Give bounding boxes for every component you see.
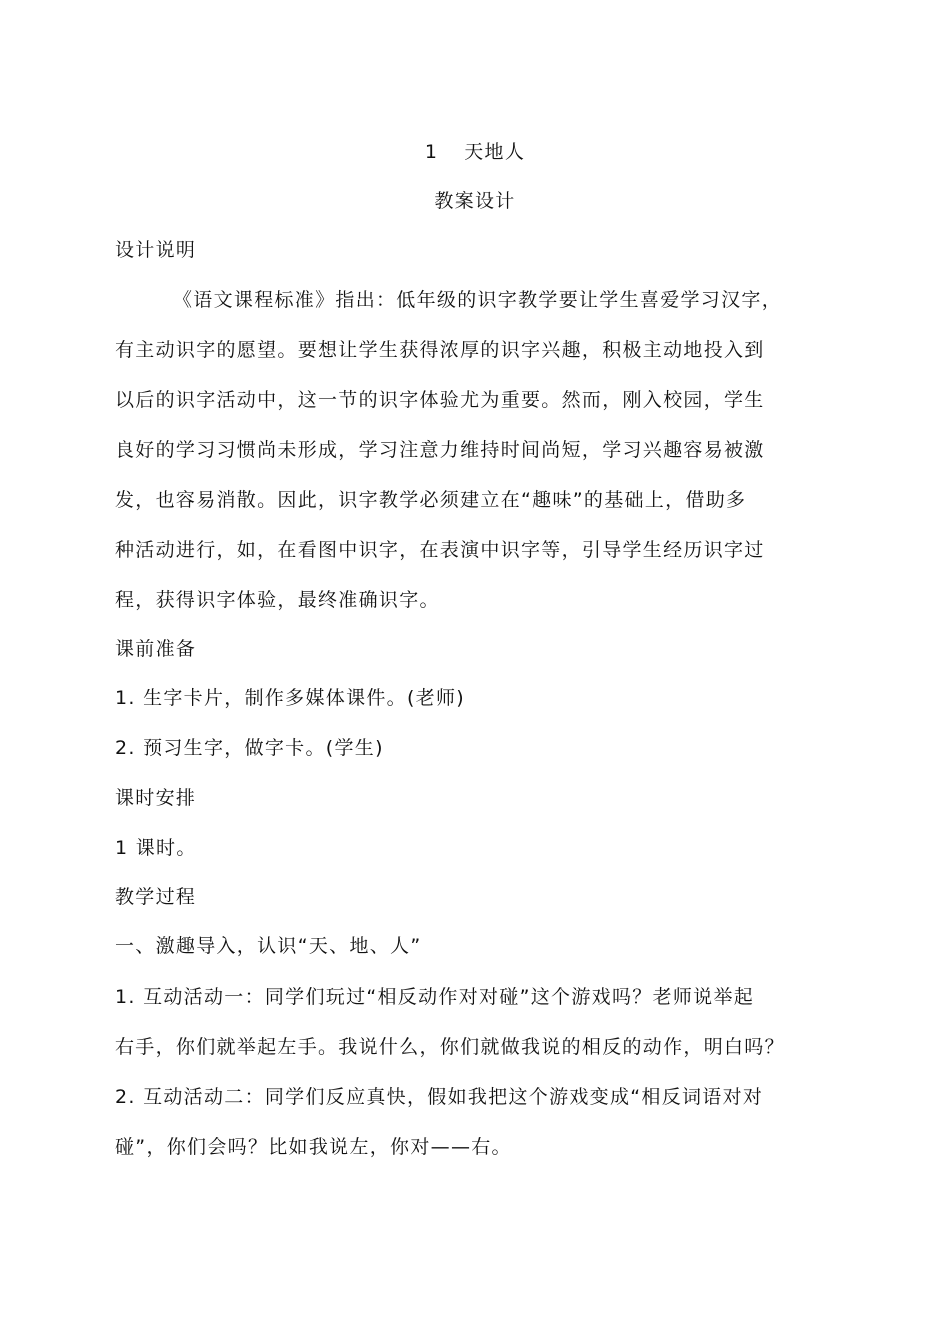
lesson-title-text: 天地人 (464, 141, 526, 163)
process-line: 右手，你们就举起左手。我说什么，你们就做我说的相反的动作，明白吗？ (115, 1036, 785, 1058)
schedule-text: 1 课时。 (115, 837, 197, 859)
subtitle: 教案设计 (434, 190, 516, 212)
design-heading: 设计说明 (115, 239, 197, 261)
schedule-heading: 课时安排 (115, 787, 197, 809)
lesson-title (0, 140, 950, 164)
design-para-line: 种活动进行，如，在看图中识字，在表演中识字等，引导学生经历识字过 (115, 539, 765, 561)
process-line: 碰”，你们会吗？比如我说左，你对——右。 (115, 1136, 512, 1158)
design-para-line: 以后的识字活动中，这一节的识字体验尤为重要。然而，刚入校园，学生 (115, 389, 765, 411)
design-para-line: 有主动识字的愿望。要想让学生获得浓厚的识字兴趣，积极主动地投入到 (115, 339, 765, 361)
design-para-line: 发，也容易消散。因此，识字教学必须建立在“趣味”的基础上，借助多 (115, 489, 747, 511)
process-line: 1. 互动活动一：同学们玩过“相反动作对对碰”这个游戏吗？老师说举起 (115, 986, 755, 1008)
prep-item: 2. 预习生字，做字卡。(学生) (115, 737, 384, 759)
prep-item: 1. 生字卡片，制作多媒体课件。(老师) (115, 687, 465, 709)
design-para-line: 程，获得识字体验，最终准确识字。 (115, 589, 440, 611)
prep-heading: 课前准备 (115, 638, 197, 660)
process-step-heading: 一、激趣导入，认识“天、地、人” (115, 935, 422, 957)
design-para-line: 良好的学习习惯尚未形成，学习注意力维持时间尚短，学习兴趣容易被激 (115, 439, 765, 461)
lesson-number: 1 (424, 141, 439, 163)
process-line: 2. 互动活动二：同学们反应真快，假如我把这个游戏变成“相反词语对对 (115, 1086, 764, 1108)
process-heading: 教学过程 (115, 886, 197, 908)
design-para-line: 《语文课程标准》指出：低年级的识字教学要让学生喜爱学习汉字， (173, 289, 783, 311)
